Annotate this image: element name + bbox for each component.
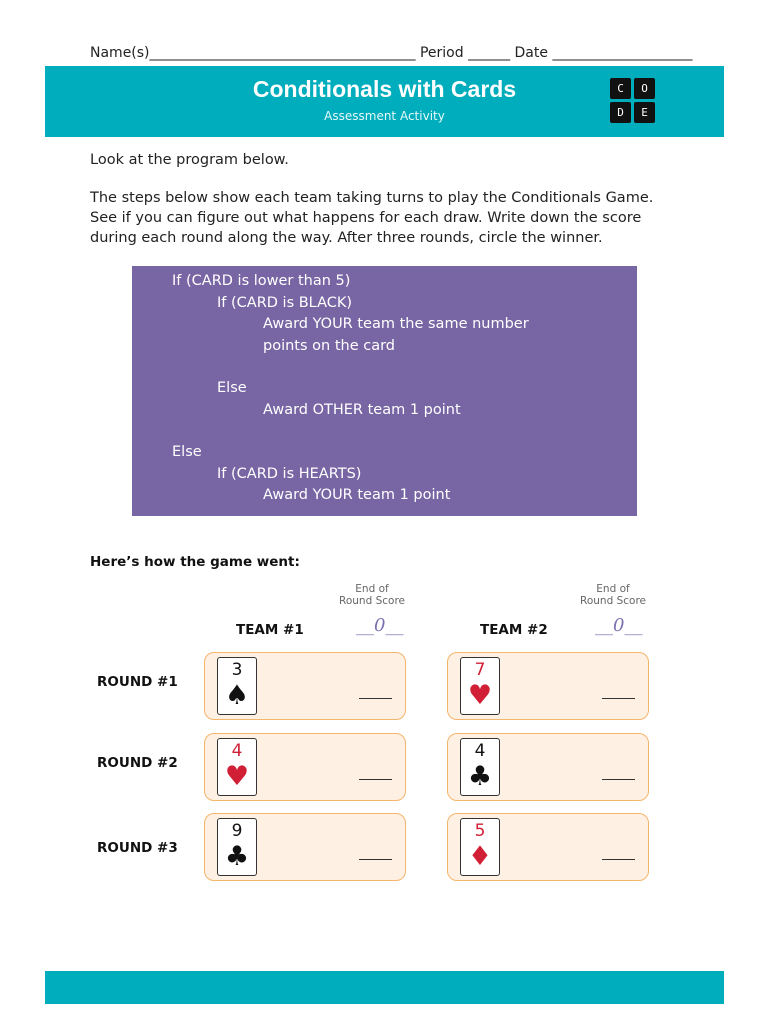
round3-team2-box bbox=[447, 813, 649, 881]
card-rank: 3 bbox=[231, 660, 243, 680]
score-header-team2 bbox=[568, 583, 658, 607]
score-header-line: End of bbox=[355, 583, 389, 595]
program-line: If (CARD is lower than 5) bbox=[172, 273, 351, 289]
card-rank: 4 bbox=[231, 741, 243, 761]
program-line: Award YOUR team the same number bbox=[263, 316, 529, 332]
program-line: If (CARD is HEARTS) bbox=[217, 466, 362, 482]
card-rank: 7 bbox=[474, 660, 486, 680]
team2-start-score: __0__ bbox=[595, 615, 643, 636]
playing-card bbox=[217, 657, 257, 715]
score-answer-blank[interactable] bbox=[359, 859, 392, 860]
logo-letter: C bbox=[610, 78, 631, 99]
program-line: Award YOUR team 1 point bbox=[263, 487, 451, 503]
score-answer-blank[interactable] bbox=[359, 698, 392, 699]
score-header-team1 bbox=[327, 583, 417, 607]
score-answer-blank[interactable] bbox=[602, 859, 635, 860]
playing-card bbox=[460, 738, 500, 796]
round2-team1-box bbox=[204, 733, 406, 801]
playing-card bbox=[460, 657, 500, 715]
heart-icon: ♥ bbox=[467, 680, 493, 711]
card-rank: 5 bbox=[474, 821, 486, 841]
program-box bbox=[132, 266, 637, 516]
program-line: Else bbox=[217, 380, 247, 396]
round-label: ROUND #1 bbox=[97, 674, 178, 690]
program-line: Award OTHER team 1 point bbox=[263, 402, 461, 418]
team1-start-score: __0__ bbox=[356, 615, 404, 636]
card-rank: 9 bbox=[231, 821, 243, 841]
club-icon: ♣ bbox=[467, 761, 493, 792]
score-answer-blank[interactable] bbox=[602, 698, 635, 699]
score-answer-blank[interactable] bbox=[602, 779, 635, 780]
score-header-line: Round Score bbox=[339, 595, 405, 607]
intro-line-1: Look at the program below. bbox=[90, 152, 289, 168]
club-icon: ♣ bbox=[224, 841, 250, 872]
logo-letter: D bbox=[610, 102, 631, 123]
round1-team2-box bbox=[447, 652, 649, 720]
round3-team1-box bbox=[204, 813, 406, 881]
playing-card bbox=[460, 818, 500, 876]
program-line: points on the card bbox=[263, 338, 395, 354]
game-heading: Here’s how the game went: bbox=[90, 554, 300, 570]
diamond-icon: ♦ bbox=[467, 841, 493, 872]
round-label: ROUND #3 bbox=[97, 840, 178, 856]
card-rank: 4 bbox=[474, 741, 486, 761]
round1-team1-box bbox=[204, 652, 406, 720]
spade-icon: ♠ bbox=[224, 680, 250, 711]
score-header-line: Round Score bbox=[580, 595, 646, 607]
program-line: If (CARD is BLACK) bbox=[217, 295, 353, 311]
page-subtitle: Assessment Activity bbox=[324, 109, 445, 123]
round2-team2-box bbox=[447, 733, 649, 801]
program-line: Else bbox=[172, 444, 202, 460]
code-logo bbox=[610, 78, 656, 124]
team1-label: TEAM #1 bbox=[236, 622, 304, 638]
heart-icon: ♥ bbox=[224, 761, 250, 792]
footer-bar bbox=[45, 971, 724, 1004]
name-period-date-line: Name(s)______________________________________ Period ______ Date ____________________ bbox=[90, 45, 693, 61]
score-answer-blank[interactable] bbox=[359, 779, 392, 780]
score-header-line: End of bbox=[596, 583, 630, 595]
title-banner bbox=[45, 66, 724, 137]
intro-instructions: The steps below show each team taking turns to play the Conditionals Game. See if you can figure out what happens for each draw. Write down the score during each round along the way. After three rounds, circle the winner. bbox=[90, 190, 654, 246]
logo-letter: E bbox=[634, 102, 655, 123]
playing-card bbox=[217, 738, 257, 796]
page-title: Conditionals with Cards bbox=[252, 76, 517, 102]
team2-label: TEAM #2 bbox=[480, 622, 548, 638]
logo-letter: O bbox=[634, 78, 655, 99]
round-label: ROUND #2 bbox=[97, 755, 178, 771]
playing-card bbox=[217, 818, 257, 876]
